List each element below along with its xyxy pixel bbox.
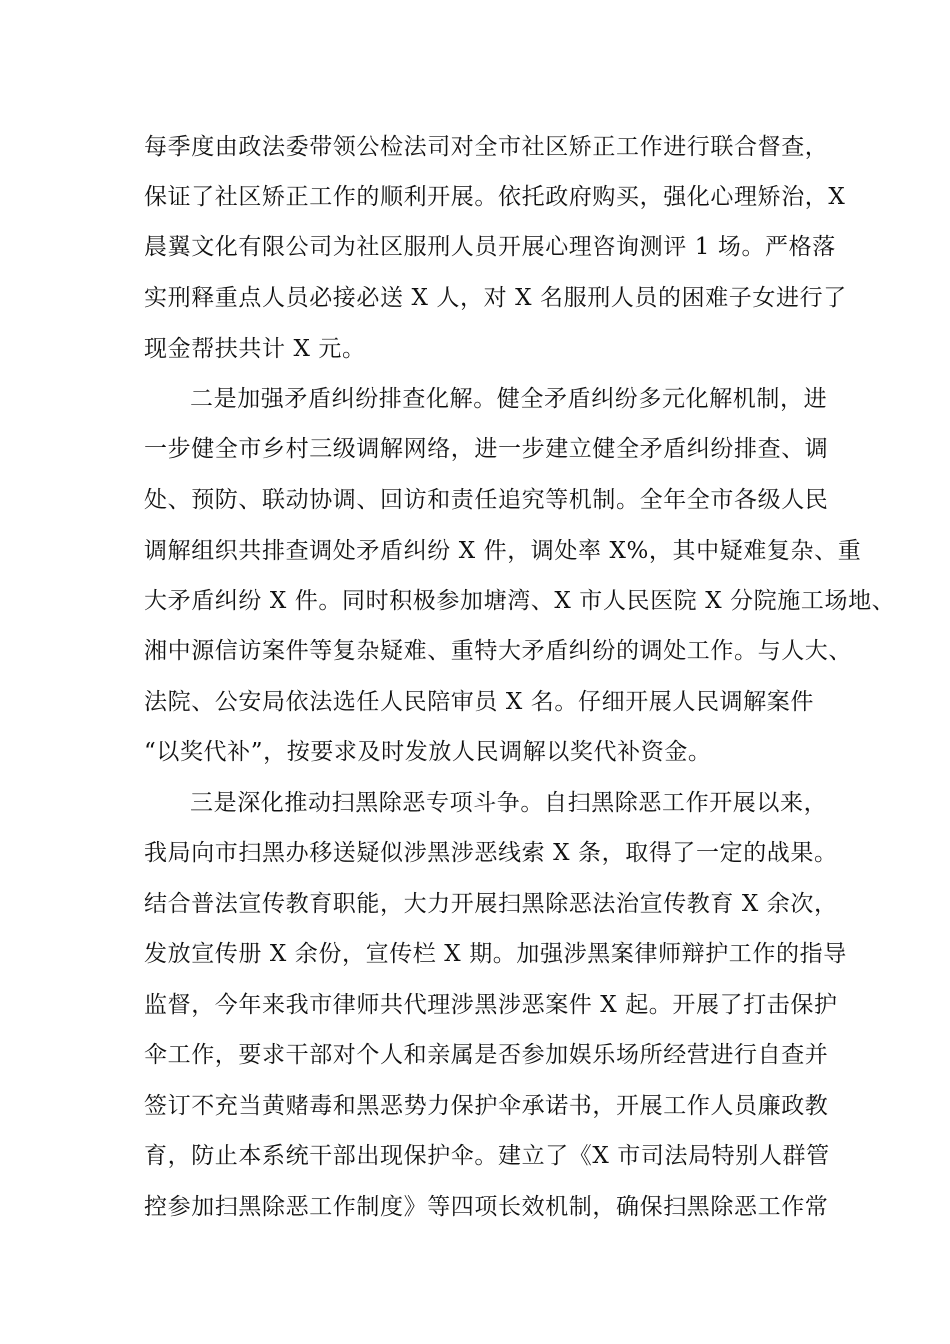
text-line: 法院、公安局依法选任人民陪审员 X 名。仔细开展人民调解案件 xyxy=(144,689,814,715)
text-line: 晨翼文化有限公司为社区服刑人员开展心理咨询测评 1 场。严格落 xyxy=(144,234,836,260)
text-line: 发放宣传册 X 余份，宣传栏 X 期。加强涉黑案律师辩护工作的指导 xyxy=(144,941,847,967)
text-line: 调解组织共排查调处矛盾纠纷 X 件，调处率 X%，其中疑难复杂、重 xyxy=(144,538,862,564)
text-line: 处、预防、联动协调、回访和责任追究等机制。全年全市各级人民 xyxy=(144,487,829,513)
text-line: 育，防止本系统干部出现保护伞。建立了《X 市司法局特别人群管 xyxy=(144,1143,830,1169)
text-line: 监督，今年来我市律师共代理涉黑涉恶案件 X 起。开展了打击保护 xyxy=(144,992,838,1018)
text-line: 签订不充当黄赌毒和黑恶势力保护伞承诺书，开展工作人员廉政教 xyxy=(144,1093,829,1119)
text-line: 伞工作，要求干部对个人和亲属是否参加娱乐场所经营进行自查并 xyxy=(144,1042,829,1068)
text-line: “以奖代补”，按要求及时发放人民调解以奖代补资金。 xyxy=(144,739,712,765)
text-line: 实刑释重点人员必接必送 X 人，对 X 名服刑人员的困难子女进行了 xyxy=(144,285,847,311)
text-line: 大矛盾纠纷 X 件。同时积极参加塘湾、X 市人民医院 X 分院施工场地、 xyxy=(144,588,896,614)
paragraph-start-line: 二是加强矛盾纠纷排查化解。健全矛盾纠纷多元化解机制，进 xyxy=(190,386,828,412)
paragraph-start-line: 三是深化推动扫黑除恶专项斗争。自扫黑除恶工作开展以来， xyxy=(190,790,828,816)
text-line: 控参加扫黑除恶工作制度》等四项长效机制，确保扫黑除恶工作常 xyxy=(144,1194,829,1220)
text-line: 现金帮扶共计 X 元。 xyxy=(144,336,366,362)
text-line: 湘中源信访案件等复杂疑难、重特大矛盾纠纷的调处工作。与人大、 xyxy=(144,638,852,664)
text-line: 我局向市扫黑办移送疑似涉黑涉恶线索 X 条，取得了一定的战果。 xyxy=(144,840,838,866)
text-line: 结合普法宣传教育职能，大力开展扫黑除恶法治宣传教育 X 余次， xyxy=(144,891,838,917)
text-line: 每季度由政法委带领公检法司对全市社区矫正工作进行联合督查， xyxy=(144,134,829,160)
text-line: 保证了社区矫正工作的顺利开展。依托政府购买，强化心理矫治，X xyxy=(144,184,846,210)
text-line: 一步健全市乡村三级调解网络，进一步建立健全矛盾纠纷排查、调 xyxy=(144,436,829,462)
